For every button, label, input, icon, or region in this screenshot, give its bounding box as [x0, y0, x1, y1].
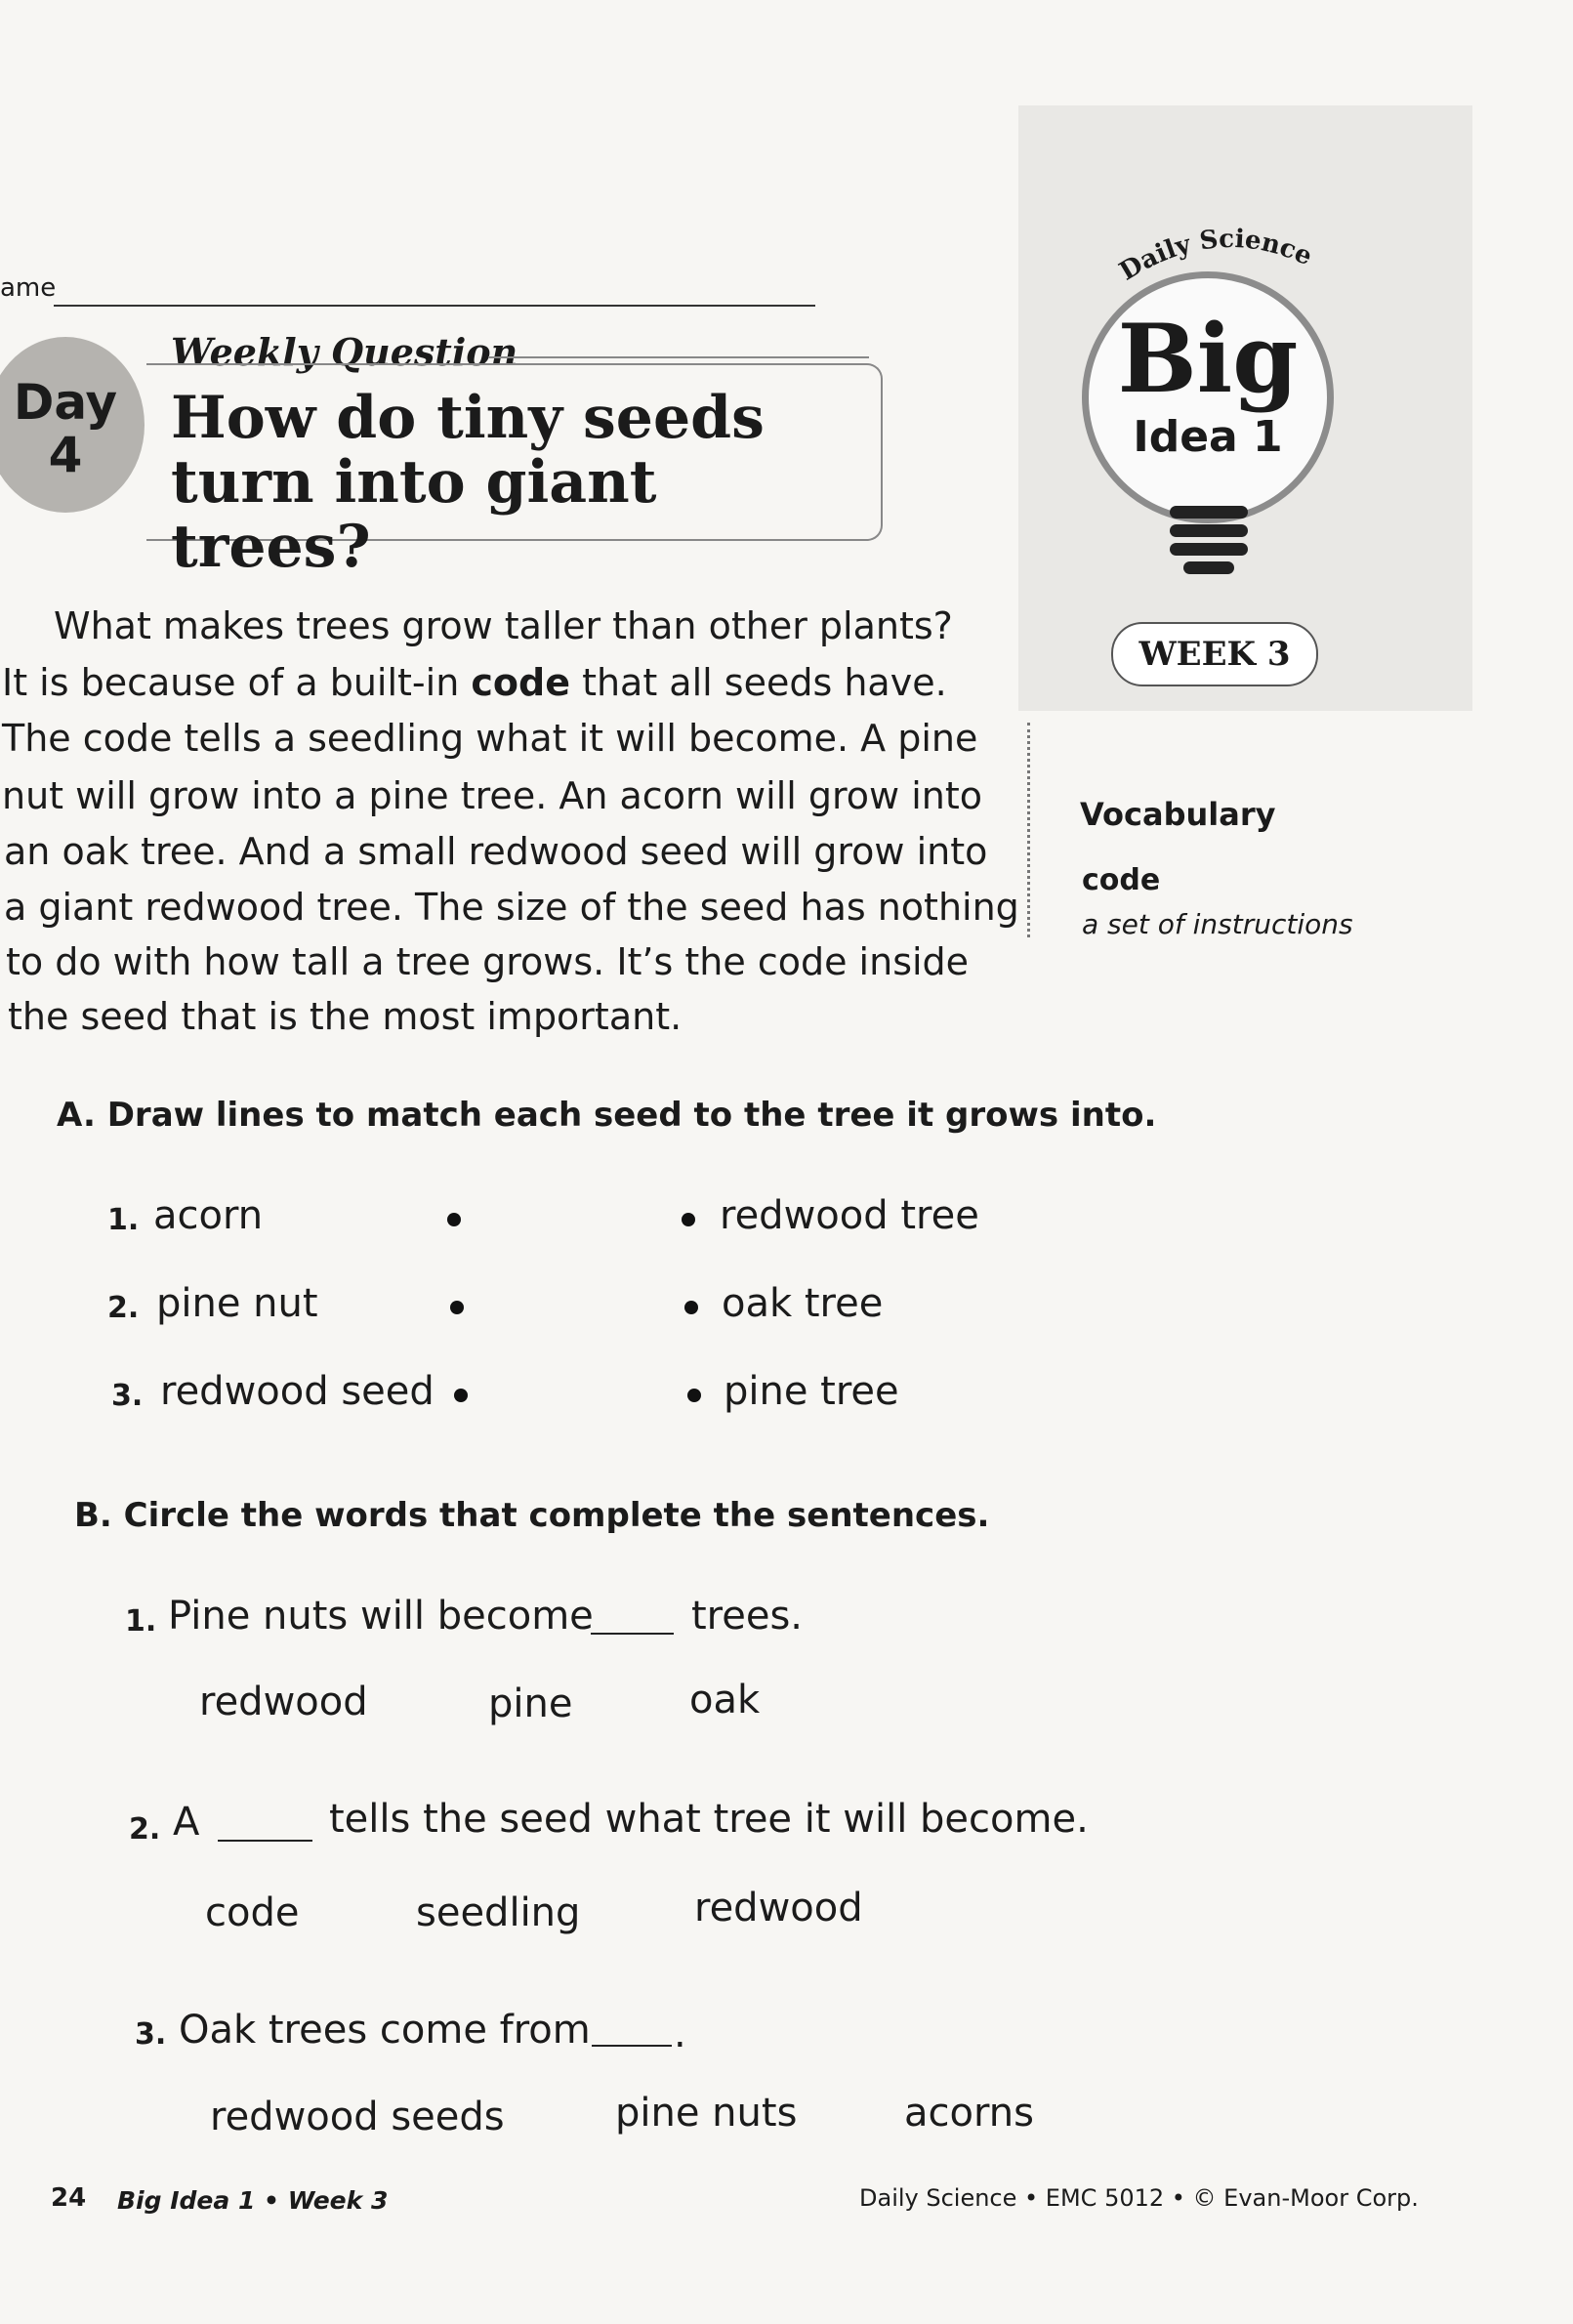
name-label: ame — [0, 273, 57, 303]
match-dot-right[interactable] — [687, 1389, 701, 1402]
sentence-text: Pine nuts will become — [168, 1594, 594, 1639]
day-badge — [0, 337, 145, 513]
passage-line: a giant redwood tree. The size of the seed has nothing — [4, 886, 1019, 929]
match-number: 3. — [111, 1379, 144, 1413]
question-number: 2. — [129, 1812, 161, 1847]
passage-line: an oak tree. And a small redwood seed will grow into — [4, 830, 988, 873]
match-number: 2. — [107, 1291, 140, 1325]
answer-choice[interactable]: redwood seeds — [210, 2095, 505, 2139]
question-number: 1. — [125, 1604, 157, 1639]
match-number: 1. — [107, 1203, 140, 1237]
answer-choice[interactable]: seedling — [416, 1890, 581, 1935]
answer-choice[interactable]: oak — [689, 1678, 761, 1722]
match-dot-left[interactable] — [450, 1301, 464, 1314]
passage-line: nut will grow into a pine tree. An acorn will grow into — [2, 774, 982, 817]
match-tree: oak tree — [722, 1281, 884, 1326]
passage-text: that all seeds have. — [569, 661, 947, 704]
footer-copyright: Daily Science • EMC 5012 • © Evan-Moor Corp. — [859, 2184, 1419, 2212]
sentence-text: Oak trees come from — [179, 2008, 591, 2053]
answer-blank[interactable] — [218, 1840, 312, 1842]
weekly-question: How do tiny seeds turn into giant trees? — [171, 384, 765, 581]
answer-choice[interactable]: acorns — [904, 2091, 1034, 2136]
passage-line — [2, 661, 947, 704]
answer-choice[interactable]: redwood — [694, 1886, 863, 1930]
week-badge: WEEK 3 — [1111, 622, 1318, 686]
page-number: 24 — [51, 2183, 87, 2213]
match-dot-left[interactable] — [447, 1213, 461, 1226]
sentence-text: trees. — [691, 1594, 804, 1639]
day-number: 4 — [48, 427, 83, 483]
sentence-text: A — [173, 1800, 200, 1845]
passage-line: What makes trees grow taller than other plants? — [54, 604, 953, 647]
match-seed: redwood seed — [160, 1369, 435, 1414]
weekly-question-label: Weekly Question — [171, 330, 518, 374]
vocabulary-title: Vocabulary — [1080, 796, 1276, 833]
answer-blank[interactable] — [591, 1633, 674, 1635]
answer-choice[interactable]: redwood — [199, 1680, 368, 1724]
section-b-title: B. Circle the words that complete the sentences. — [74, 1496, 990, 1535]
question-number: 3. — [135, 2017, 167, 2052]
vocabulary-divider — [1027, 723, 1030, 937]
answer-choice[interactable]: pine — [488, 1681, 573, 1726]
match-dot-right[interactable] — [684, 1301, 698, 1314]
match-seed: pine nut — [156, 1281, 318, 1326]
passage-keyword: code — [471, 661, 570, 704]
big-idea-big: Big — [1117, 304, 1299, 414]
answer-blank[interactable] — [592, 2045, 672, 2047]
passage-line: to do with how tall a tree grows. It’s the code inside — [6, 940, 970, 983]
match-tree: redwood tree — [720, 1193, 979, 1238]
answer-choice[interactable]: code — [205, 1890, 300, 1935]
match-dot-right[interactable] — [682, 1213, 695, 1226]
footer-week: Big Idea 1 • Week 3 — [117, 2186, 389, 2215]
name-line[interactable] — [54, 305, 815, 307]
brand-arc-text: Daily Science — [1114, 224, 1317, 287]
section-a-title: A. Draw lines to match each seed to the tree it grows into. — [57, 1096, 1157, 1135]
vocabulary-term: code — [1082, 863, 1161, 897]
answer-choice[interactable]: pine nuts — [615, 2091, 798, 2136]
divider — [488, 356, 869, 358]
day-label: Day — [13, 374, 118, 431]
match-tree: pine tree — [724, 1369, 899, 1414]
passage-line: The code tells a seedling what it will become. A pine — [2, 717, 978, 760]
vocabulary-definition: a set of instructions — [1082, 908, 1353, 940]
sentence-text: . — [674, 2012, 686, 2056]
passage-text: It is because of a built-in — [2, 661, 472, 704]
big-idea-number: Idea 1 — [1133, 412, 1283, 462]
match-dot-left[interactable] — [454, 1389, 468, 1402]
bulb-base-icon — [1170, 506, 1248, 580]
passage-line: the seed that is the most important. — [8, 995, 683, 1038]
match-seed: acorn — [153, 1193, 264, 1238]
sentence-text: tells the seed what tree it will become. — [329, 1797, 1089, 1842]
